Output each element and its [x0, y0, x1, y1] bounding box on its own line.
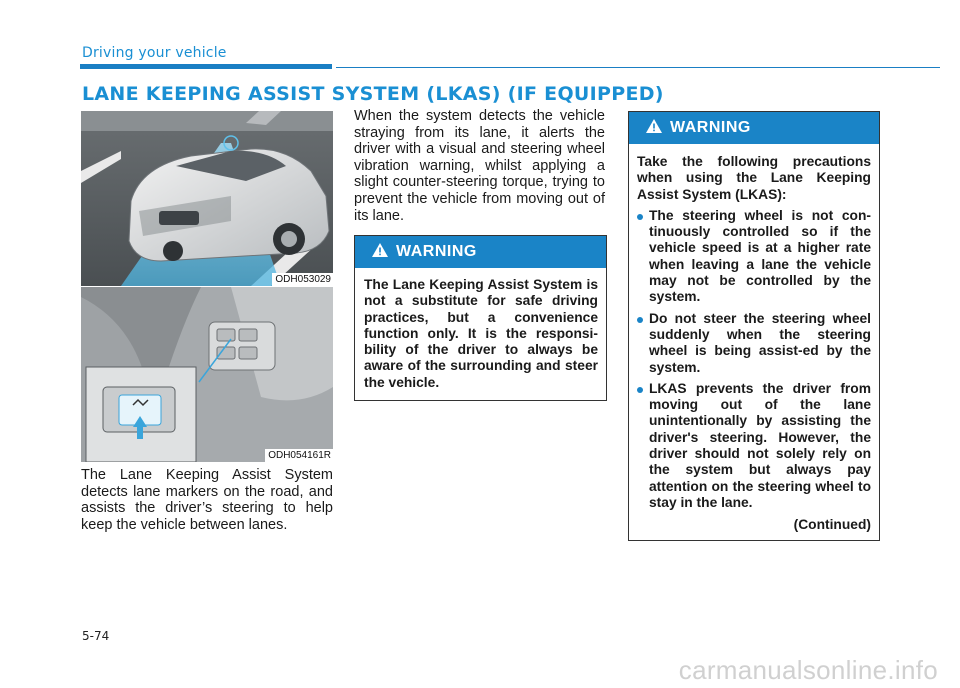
header-rule-thick: [80, 64, 332, 69]
warning-header: [355, 236, 606, 268]
figure-code: ODH053029: [272, 273, 333, 286]
warning-triangle-icon: [646, 119, 662, 138]
figure-code: ODH054161R: [265, 449, 333, 462]
warning-title: WARNING: [670, 119, 751, 136]
warning-title: WARNING: [396, 243, 477, 260]
list-item-text: LKAS prevents the driver from moving out of the lane unintentionally by assisting the driver's steering. However, the driver should not solely rely on the system but always pay attention on the steering wheel to stay in the lane.: [649, 380, 871, 510]
continued-label: (Continued): [793, 517, 871, 533]
warning-header: [629, 112, 879, 144]
list-item: [637, 208, 871, 306]
warning-box-general: [354, 235, 607, 401]
list-item-text: The steering wheel is not con-tinuously controlled so if the vehicle speed is at a higher rate when leaving a lane the vehicle may not be controlled by the system.: [649, 207, 871, 305]
page-title: LANE KEEPING ASSIST SYSTEM (LKAS) (IF EQUIPPED): [82, 83, 664, 105]
watermark: carmanualsonline.info: [678, 655, 938, 685]
list-item: [637, 381, 871, 511]
warning-body: [629, 144, 879, 534]
figure-car-camera: [81, 111, 333, 286]
page-number: 5-74: [82, 629, 110, 643]
section-label: Driving your vehicle: [82, 45, 227, 61]
figure-lkas-button: [81, 287, 333, 462]
warning-list: [637, 208, 871, 511]
list-item-text: Do not steer the steering wheel suddenly when the steering wheel is being assist-ed by the system.: [649, 310, 871, 375]
warning-intro: Take the following precautions when using the Lane Keeping Assist System (LKAS):: [637, 154, 871, 202]
bullet-icon: [637, 317, 643, 323]
intro-paragraph: The Lane Keeping Assist System detects lane markers on the road, and assists the driver’s steering to help keep the vehicle between lanes.: [81, 467, 333, 533]
car-illustration: [81, 111, 333, 286]
warning-box-precautions: [628, 111, 880, 541]
warning-body: [355, 268, 606, 391]
bullet-icon: [637, 214, 643, 220]
alert-paragraph: When the system detects the vehicle straying from its lane, it alerts the driver with a visual and steering wheel vibration warning, whilst applying a slight counter-steering torque, trying to prevent the vehicle from moving out of its lane.: [354, 108, 605, 224]
dashboard-illustration: [81, 287, 333, 462]
bullet-icon: [637, 387, 643, 393]
header-rule-thin: [336, 67, 940, 68]
list-item: [637, 311, 871, 376]
warning-text: The Lane Keeping Assist System is not a substitute for safe driving practices, but a convenience function only. It is the responsi-bility of the driver to always be aware of the surrounding and steer the vehicle.: [364, 277, 598, 390]
warning-triangle-icon: [372, 243, 388, 262]
